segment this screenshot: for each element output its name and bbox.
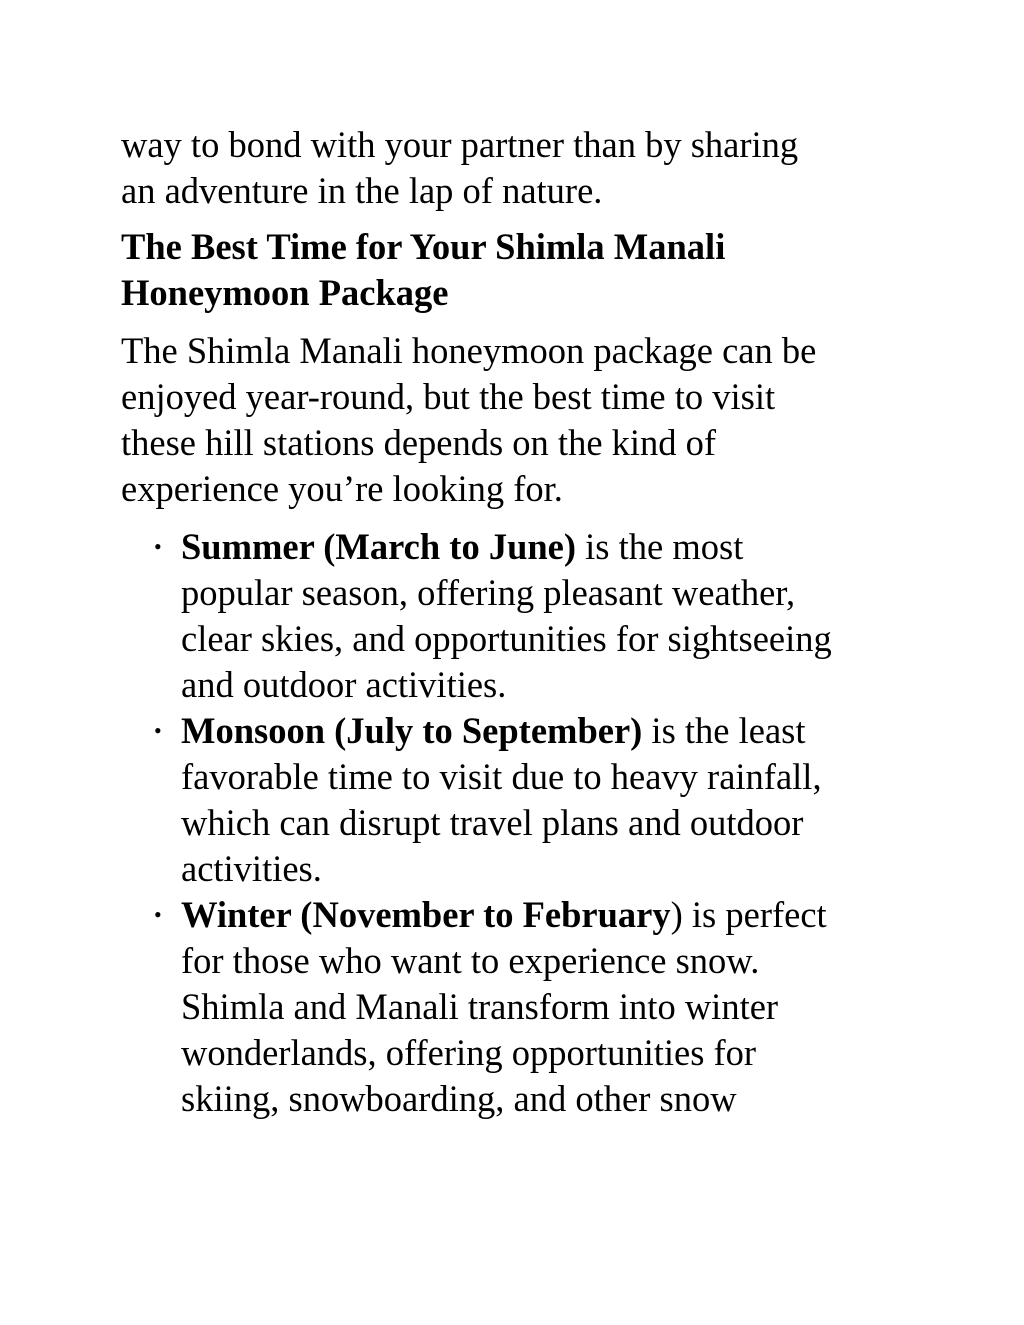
- season-label: Winter (November to February: [181, 894, 671, 935]
- bullet-icon: •: [154, 718, 162, 743]
- text-line: an adventure in the lap of nature.: [121, 170, 603, 211]
- season-label-tail: ): [670, 894, 683, 935]
- text-line: popular season, offering pleasant weather,: [181, 572, 796, 613]
- heading-line: Honeymoon Package: [121, 272, 449, 313]
- list-item-winter: [121, 892, 911, 1122]
- season-text: is the most: [576, 526, 744, 567]
- season-list: [121, 524, 911, 1122]
- list-item-monsoon: [121, 708, 911, 892]
- text-line: [181, 524, 911, 570]
- intro-paragraph: [121, 328, 911, 512]
- text-line: enjoyed year-round, but the best time to visit: [121, 376, 776, 417]
- text-line: and outdoor activities.: [181, 664, 507, 705]
- section-heading: [121, 224, 911, 316]
- document-page: [121, 122, 911, 1122]
- text-line: [181, 708, 911, 754]
- text-line: activities.: [181, 848, 322, 889]
- text-line: The Shimla Manali honeymoon package can be: [121, 330, 817, 371]
- text-line: way to bond with your partner than by sharing: [121, 124, 799, 165]
- bullet-icon: •: [154, 534, 162, 559]
- season-label: Summer (March to June): [181, 526, 577, 567]
- text-line: [181, 892, 911, 938]
- season-text: is the least: [642, 710, 806, 751]
- text-line: clear skies, and opportunities for sightseeing: [181, 618, 832, 659]
- heading-line: The Best Time for Your Shimla Manali: [121, 226, 726, 267]
- list-item-summer: [121, 524, 911, 708]
- text-line: these hill stations depends on the kind of: [121, 422, 717, 463]
- continuation-paragraph: [121, 122, 911, 214]
- text-line: favorable time to visit due to heavy rainfall,: [181, 756, 822, 797]
- season-label: Monsoon (July to September): [181, 710, 643, 751]
- text-line: skiing, snowboarding, and other snow: [181, 1078, 737, 1119]
- bullet-icon: •: [154, 902, 162, 927]
- text-line: experience you’re looking for.: [121, 468, 563, 509]
- text-line: which can disrupt travel plans and outdoor: [181, 802, 804, 843]
- season-text: is perfect: [682, 894, 827, 935]
- text-line: Shimla and Manali transform into winter: [181, 986, 779, 1027]
- text-line: wonderlands, offering opportunities for: [181, 1032, 757, 1073]
- text-line: for those who want to experience snow.: [181, 940, 760, 981]
